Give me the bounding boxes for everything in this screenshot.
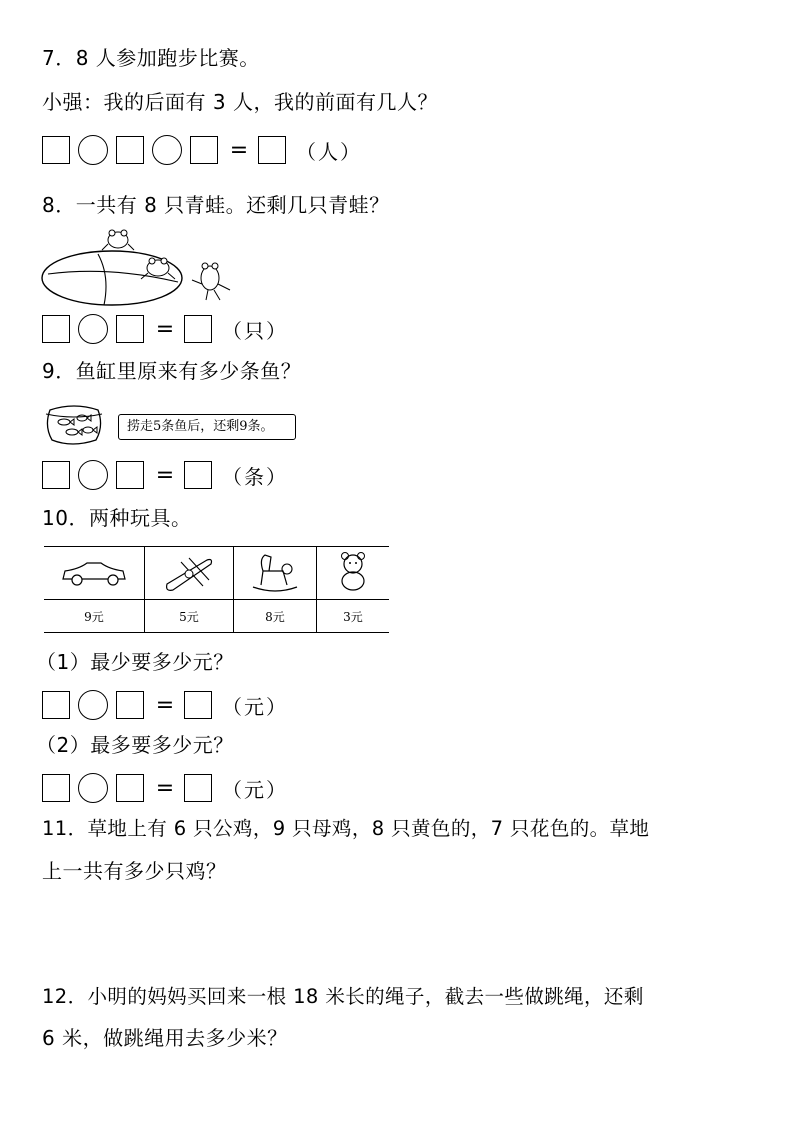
answer-box[interactable] xyxy=(190,136,218,164)
result-box[interactable] xyxy=(258,136,286,164)
result-box[interactable] xyxy=(184,691,212,719)
toy-price: 8元 xyxy=(234,600,317,633)
answer-box[interactable] xyxy=(42,315,70,343)
answer-box[interactable] xyxy=(116,774,144,802)
toy-cell xyxy=(44,547,145,600)
answer-box[interactable] xyxy=(42,461,70,489)
equals-sign: = xyxy=(155,462,175,488)
frog-icon xyxy=(192,263,230,300)
answer-box[interactable] xyxy=(42,774,70,802)
answer-box[interactable] xyxy=(42,136,70,164)
toy-cell xyxy=(145,547,234,600)
fish-tank-icon xyxy=(42,400,108,448)
unit-label: （人） xyxy=(296,139,362,164)
q10-equation-2 xyxy=(42,771,288,805)
q8-equation xyxy=(42,312,288,346)
speech-bubble: 捞走5条鱼后，还剩9条。 xyxy=(118,414,296,440)
q7-title: 7．8 人参加跑步比赛。 xyxy=(42,46,260,70)
q10-title: 10．两种玩具。 xyxy=(42,506,192,530)
q12-line1: 12．小明的妈妈买回来一根 18 米长的绳子，截去一些做跳绳，还剩 xyxy=(42,985,644,1008)
equals-sign: = xyxy=(155,775,175,801)
equals-sign: = xyxy=(229,137,249,163)
toy-cell xyxy=(234,547,317,600)
answer-box[interactable] xyxy=(116,691,144,719)
q10-equation-1 xyxy=(42,688,288,722)
q11-line2: 上一共有多少只鸡？ xyxy=(42,859,227,883)
result-box[interactable] xyxy=(184,774,212,802)
equals-sign: = xyxy=(155,316,175,342)
q10-sub1: （1）最少要多少元？ xyxy=(36,650,234,674)
rocking-horse-icon xyxy=(247,549,303,595)
unit-label: （元） xyxy=(222,777,288,802)
operator-circle[interactable] xyxy=(78,460,108,490)
answer-box[interactable] xyxy=(42,691,70,719)
toy-price: 3元 xyxy=(317,600,390,633)
operator-circle[interactable] xyxy=(78,135,108,165)
q7-question: 小强：我的后面有 3 人，我的前面有几人？ xyxy=(42,90,438,114)
operator-circle[interactable] xyxy=(78,314,108,344)
toy-price-table xyxy=(44,546,389,633)
frogs-on-lily-pad-illustration xyxy=(40,226,240,306)
unit-label: （只） xyxy=(222,318,288,343)
equals-sign: = xyxy=(155,692,175,718)
q9-equation xyxy=(42,458,288,492)
operator-circle[interactable] xyxy=(78,773,108,803)
toy-price: 9元 xyxy=(44,600,145,633)
operator-circle[interactable] xyxy=(152,135,182,165)
unit-label: （元） xyxy=(222,694,288,719)
car-icon xyxy=(57,555,131,589)
answer-box[interactable] xyxy=(116,136,144,164)
q8-title: 8．一共有 8 只青蛙。还剩几只青蛙？ xyxy=(42,193,390,217)
operator-circle[interactable] xyxy=(78,690,108,720)
result-box[interactable] xyxy=(184,461,212,489)
q10-sub2: （2）最多要多少元？ xyxy=(36,733,234,757)
toy-cell xyxy=(317,547,390,600)
q9-title: 9．鱼缸里原来有多少条鱼？ xyxy=(42,359,302,383)
answer-box[interactable] xyxy=(116,461,144,489)
result-box[interactable] xyxy=(184,315,212,343)
teddy-bear-icon xyxy=(333,551,373,593)
toy-price: 5元 xyxy=(145,600,234,633)
q7-equation xyxy=(42,133,362,167)
unit-label: （条） xyxy=(222,464,288,489)
frog-icon xyxy=(102,230,134,250)
answer-box[interactable] xyxy=(116,315,144,343)
airplane-icon xyxy=(159,550,219,594)
q11-line1: 11．草地上有 6 只公鸡，9 只母鸡，8 只黄色的，7 只花色的。草地 xyxy=(42,817,650,840)
q12-line2: 6 米，做跳绳用去多少米？ xyxy=(42,1026,288,1050)
